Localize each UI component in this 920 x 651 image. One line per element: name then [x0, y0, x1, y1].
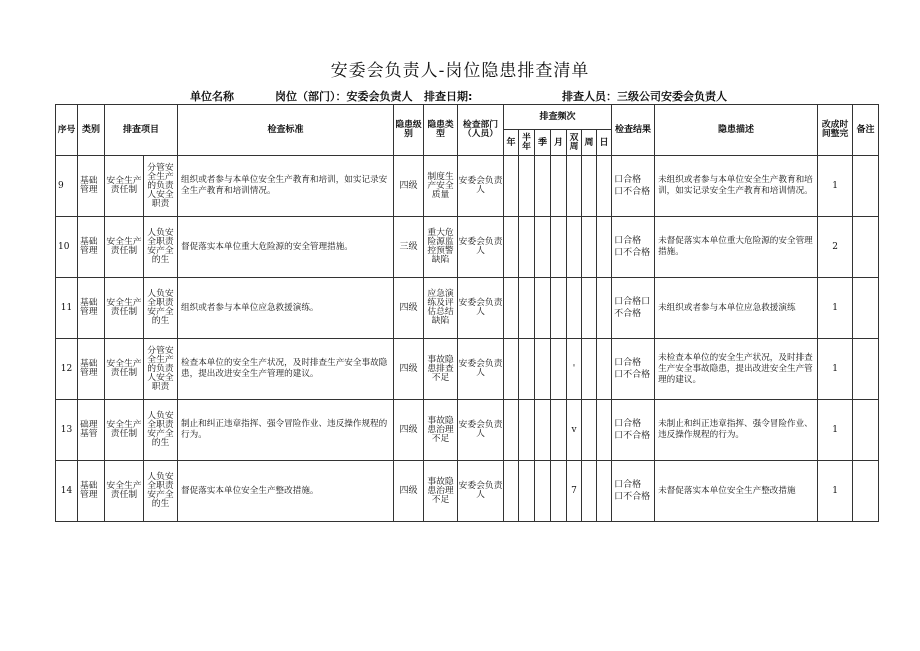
header-deadline: 改成时间整完: [818, 105, 853, 156]
cell-item: 安全生产责任制: [105, 217, 144, 278]
cell-half-year[interactable]: [519, 217, 535, 278]
cell-half-year[interactable]: [519, 339, 535, 400]
cell-year[interactable]: [504, 156, 519, 217]
cell-result[interactable]: [612, 339, 655, 400]
checklist-table: [55, 104, 879, 522]
cell-level: 四级: [394, 156, 424, 217]
cell-item: 安全生产责任制: [105, 339, 144, 400]
header-type: 隐患类型: [424, 105, 458, 156]
cell-deadline: 1: [818, 461, 853, 522]
table-row: [56, 339, 879, 400]
cell-month[interactable]: [551, 278, 567, 339]
cell-standard: 制止和纠正违章指挥、强令冒险作业、违反操作规程的行为。: [178, 400, 394, 461]
cell-type: 事故隐患治理不足: [424, 461, 458, 522]
cell-sub-item: 人负安全职责安产全的生: [144, 400, 178, 461]
header-day: 日: [597, 130, 612, 156]
header-quarter: 季: [535, 130, 551, 156]
cell-description: 未制止和纠正违章指挥、强令冒险作业、违反操作规程的行为。: [655, 400, 818, 461]
cell-remark[interactable]: [853, 339, 879, 400]
cell-quarter[interactable]: [535, 400, 551, 461]
cell-day[interactable]: [597, 217, 612, 278]
cell-dept: 安委会负责人: [458, 461, 504, 522]
cell-seq: 10: [56, 217, 78, 278]
cell-quarter[interactable]: [535, 156, 551, 217]
cell-half-year[interactable]: [519, 461, 535, 522]
cell-quarter[interactable]: [535, 461, 551, 522]
header-standard: 检查标准: [178, 105, 394, 156]
cell-deadline: 1: [818, 156, 853, 217]
header-year: 年: [504, 130, 519, 156]
header-category: 类别: [78, 105, 105, 156]
header-result: 检查结果: [612, 105, 655, 156]
cell-year[interactable]: [504, 400, 519, 461]
cell-month[interactable]: [551, 461, 567, 522]
cell-week[interactable]: [582, 461, 597, 522]
cell-sub-item: 分管安全生产的负责人安全职责: [144, 339, 178, 400]
cell-month[interactable]: [551, 156, 567, 217]
cell-half-year[interactable]: [519, 400, 535, 461]
checkbox-pass[interactable]: 口合格: [614, 236, 642, 246]
cell-type: 事故隐患治理不足: [424, 400, 458, 461]
cell-week[interactable]: [582, 339, 597, 400]
cell-biweekly[interactable]: [567, 278, 582, 339]
cell-category: 基础管理: [78, 339, 105, 400]
cell-biweekly[interactable]: [567, 217, 582, 278]
cell-dept: 安委会负责人: [458, 400, 504, 461]
cell-week[interactable]: [582, 400, 597, 461]
cell-half-year[interactable]: [519, 278, 535, 339]
checkbox-fail[interactable]: 口不合格: [614, 492, 651, 502]
cell-level: 三级: [394, 217, 424, 278]
cell-result[interactable]: [612, 278, 655, 339]
cell-dept: 安委会负责人: [458, 339, 504, 400]
cell-week[interactable]: [582, 156, 597, 217]
cell-deadline: 2: [818, 217, 853, 278]
cell-level: 四级: [394, 400, 424, 461]
cell-remark[interactable]: [853, 217, 879, 278]
cell-month[interactable]: [551, 217, 567, 278]
cell-deadline: 1: [818, 339, 853, 400]
cell-standard: 督促落实本单位重大危险源的安全管理措施。: [178, 217, 394, 278]
header-item: 排查项目: [105, 105, 178, 156]
cell-item: 安全生产责任制: [105, 461, 144, 522]
header-dept: 检查部门（人员）: [458, 105, 504, 156]
table-row: [56, 278, 879, 339]
cell-level: 四级: [394, 278, 424, 339]
cell-day[interactable]: [597, 400, 612, 461]
cell-remark[interactable]: [853, 278, 879, 339]
cell-week[interactable]: [582, 217, 597, 278]
checkbox-fail[interactable]: 口不合格: [614, 370, 651, 380]
cell-description: 未督促落实本单位重大危险源的安全管理措施。: [655, 217, 818, 278]
cell-biweekly[interactable]: v: [567, 400, 582, 461]
cell-level: 四级: [394, 339, 424, 400]
cell-half-year[interactable]: [519, 156, 535, 217]
cell-day[interactable]: [597, 461, 612, 522]
checkbox-pass[interactable]: 口合格: [614, 480, 642, 490]
cell-month[interactable]: [551, 400, 567, 461]
table-row: [56, 217, 879, 278]
cell-standard: 组织或者参与本单位安全生产教育和培训，如实记录安全生产教育和培训情况。: [178, 156, 394, 217]
header-month: 月: [551, 130, 567, 156]
cell-category: 础理基管: [78, 400, 105, 461]
cell-quarter[interactable]: [535, 278, 551, 339]
cell-year[interactable]: [504, 339, 519, 400]
position-label: 岗位（部门）：安委会负责人: [275, 90, 413, 103]
cell-sub-item: 分管安全生产的负责人安全职责: [144, 156, 178, 217]
cell-dept: 安委会负责人: [458, 278, 504, 339]
cell-month[interactable]: [551, 339, 567, 400]
cell-biweekly[interactable]: ': [567, 339, 582, 400]
cell-year[interactable]: [504, 461, 519, 522]
cell-category: 基础管理: [78, 461, 105, 522]
cell-remark[interactable]: [853, 461, 879, 522]
header-half-year: 半年: [519, 130, 535, 156]
table-row: [56, 400, 879, 461]
cell-remark[interactable]: [853, 400, 879, 461]
date-label: 排查日期:: [424, 90, 473, 103]
cell-item: 安全生产责任制: [105, 156, 144, 217]
cell-result[interactable]: [612, 461, 655, 522]
cell-standard: 督促落实本单位安全生产整改措施。: [178, 461, 394, 522]
inspector-label: 排查人员：三级公司安委会负责人: [562, 90, 727, 103]
cell-deadline: 1: [818, 400, 853, 461]
cell-dept: 安委会负责人: [458, 217, 504, 278]
checkbox-fail[interactable]: 口不合格: [614, 431, 651, 441]
checkbox-fail[interactable]: 口不合格: [614, 187, 651, 197]
cell-quarter[interactable]: [535, 217, 551, 278]
header-remark: 备注: [853, 105, 879, 156]
cell-quarter[interactable]: [535, 339, 551, 400]
cell-category: 基础管理: [78, 278, 105, 339]
cell-category: 基础管理: [78, 217, 105, 278]
cell-standard: 组织或者参与本单位应急救援演练。: [178, 278, 394, 339]
checkbox-fail[interactable]: 不合格: [614, 309, 642, 319]
cell-description: 未检查本单位的安全生产状况，及时排查生产安全事故隐患，提出改进安全生产管理的建议。: [655, 339, 818, 400]
checkbox-pass[interactable]: 口合格口: [614, 297, 651, 307]
cell-type: 制度生产安全质量: [424, 156, 458, 217]
cell-biweekly[interactable]: 7: [567, 461, 582, 522]
page-title: 安委会负责人-岗位隐患排查清单: [330, 61, 590, 81]
cell-seq: 14: [56, 461, 78, 522]
unit-label: 单位名称: [190, 90, 234, 103]
cell-remark[interactable]: [853, 156, 879, 217]
checkbox-pass[interactable]: 口合格: [614, 175, 642, 185]
cell-type: 应急演练及评估总结缺陷: [424, 278, 458, 339]
cell-deadline: 1: [818, 278, 853, 339]
cell-description: 未组织或者参与本单位安全生产教育和培训，如实记录安全生产教育和培训情况。: [655, 156, 818, 217]
checkbox-pass[interactable]: 口合格: [614, 419, 642, 429]
cell-type: 重大危险源监控预警缺陷: [424, 217, 458, 278]
cell-item: 安全生产责任制: [105, 278, 144, 339]
cell-sub-item: 人负安全职责安产全的生: [144, 278, 178, 339]
cell-year[interactable]: [504, 278, 519, 339]
cell-type: 事故隐患排查不足: [424, 339, 458, 400]
cell-sub-item: 人负安全职责安产全的生: [144, 217, 178, 278]
cell-sub-item: 人负安全职责安产全的生: [144, 461, 178, 522]
table-row: [56, 461, 879, 522]
cell-seq: 13: [56, 400, 78, 461]
cell-dept: 安委会负责人: [458, 156, 504, 217]
cell-year[interactable]: [504, 217, 519, 278]
cell-description: 未组织或者参与本单位应急救援演练: [655, 278, 818, 339]
cell-result[interactable]: [612, 156, 655, 217]
header-frequency: 排查频次: [504, 105, 612, 130]
cell-result[interactable]: [612, 400, 655, 461]
cell-description: 未督促落实本单位安全生产整改措施: [655, 461, 818, 522]
cell-category: 基础管理: [78, 156, 105, 217]
cell-week[interactable]: [582, 278, 597, 339]
checkbox-pass[interactable]: 口合格: [614, 358, 642, 368]
checkbox-fail[interactable]: 口不合格: [614, 248, 651, 258]
cell-day[interactable]: [597, 156, 612, 217]
header-description: 隐患描述: [655, 105, 818, 156]
cell-level: 四级: [394, 461, 424, 522]
cell-seq: 9: [56, 156, 78, 217]
cell-result[interactable]: [612, 217, 655, 278]
cell-seq: 12: [56, 339, 78, 400]
cell-item: 安全生产责任制: [105, 400, 144, 461]
cell-biweekly[interactable]: [567, 156, 582, 217]
cell-day[interactable]: [597, 339, 612, 400]
cell-day[interactable]: [597, 278, 612, 339]
header-biweekly: 双周: [567, 130, 582, 156]
header-level: 隐患级别: [394, 105, 424, 156]
header-week: 周: [582, 130, 597, 156]
cell-seq: 11: [56, 278, 78, 339]
cell-standard: 检查本单位的安全生产状况，及时排查生产安全事故隐患，提出改进安全生产管理的建议。: [178, 339, 394, 400]
table-row: [56, 156, 879, 217]
header-seq: 序号: [56, 105, 78, 156]
